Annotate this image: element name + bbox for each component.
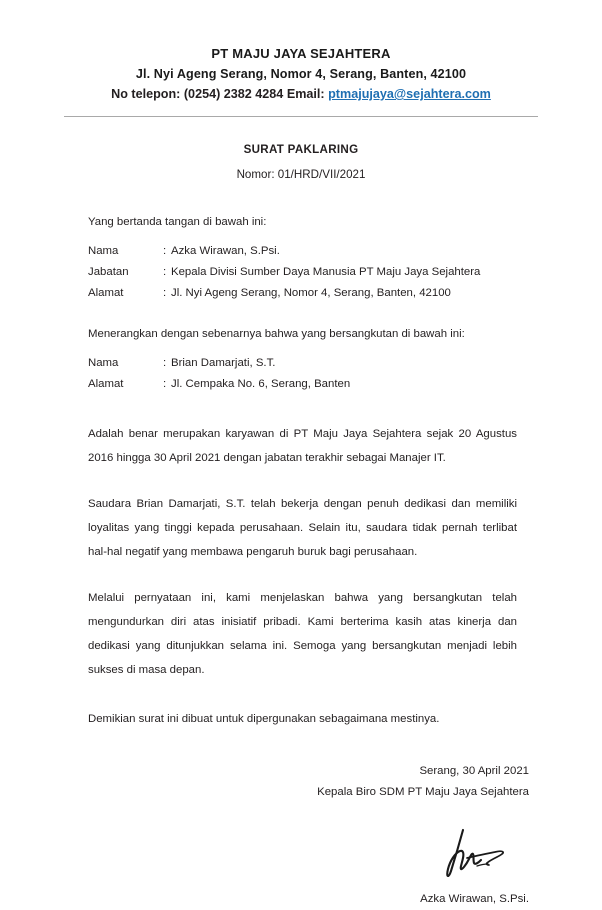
page-title: SURAT PAKLARING <box>243 143 359 156</box>
subject-fields <box>88 353 517 395</box>
company-contact-line <box>0 84 602 104</box>
field-value: Jl. Cempaka No. 6, Serang, Banten <box>171 378 351 390</box>
field-row <box>88 241 517 262</box>
body-paragraph-3: Melalui pernyataan ini, kami menjelaskan bahwa yang bersangkutan telah mengundurkan diri atas inisiatif pribadi. Kami berterima kasih atas kinerja dan dedikasi yang ditunjukkan selama ini. Semoga yang bersangkutan menjadi lebih sukses di masa depan. <box>88 592 517 676</box>
field-value: Brian Damarjati, S.T. <box>171 357 276 369</box>
handwritten-signature-icon <box>433 825 507 881</box>
field-label: Nama <box>88 357 119 369</box>
subject-intro: Menerangkan dengan sebenarnya bahwa yang bersangkutan di bawah ini: <box>88 328 465 340</box>
field-separator: : <box>163 245 167 257</box>
field-label: Jabatan <box>88 266 129 278</box>
field-separator: : <box>163 357 167 369</box>
document-number: Nomor: 01/HRD/VII/2021 <box>236 168 366 181</box>
field-row <box>88 374 517 395</box>
signatory-intro: Yang bertanda tangan di bawah ini: <box>88 216 267 228</box>
section-spacer <box>88 304 517 325</box>
field-value: Azka Wirawan, S.Psi. <box>171 245 280 257</box>
email-label: Email: <box>286 87 325 101</box>
signatory-fields <box>88 241 517 304</box>
signature-name: Azka Wirawan, S.Psi. <box>420 893 529 905</box>
signature-role: Kepala Biro SDM PT Maju Jaya Sejahtera <box>317 786 529 798</box>
signature-mark-wrapper <box>0 825 529 883</box>
signature-place-date: Serang, 30 April 2021 <box>419 765 529 777</box>
body-paragraph-4: Demikian surat ini dibuat untuk dipergunakan sebagaimana mestinya. <box>88 713 440 725</box>
company-email-link[interactable]: ptmajujaya@sejahtera.com <box>328 87 491 101</box>
letterhead <box>0 0 602 117</box>
document-body <box>88 213 517 731</box>
field-label: Nama <box>88 245 119 257</box>
company-address: Jl. Nyi Ageng Serang, Nomor 4, Serang, Banten, 42100 <box>135 67 467 81</box>
field-row <box>88 262 517 283</box>
field-value: Jl. Nyi Ageng Serang, Nomor 4, Serang, Banten, 42100 <box>171 287 451 299</box>
field-row <box>88 353 517 374</box>
document-title-block <box>0 140 602 184</box>
body-paragraph-2: Saudara Brian Damarjati, S.T. telah bekerja dengan penuh dedikasi dan memiliki loyalitas yang tinggi kepada perusahaan. Selain itu, saudara tidak pernah terlibat hal-hal negatif yang membawa pengaruh buruk bagi perusahaan. <box>88 498 517 558</box>
field-label: Alamat <box>88 378 124 390</box>
body-paragraph-1: Adalah benar merupakan karyawan di PT Maju Jaya Sejahtera sejak 20 Agustus 2016 hingga 30 April 2021 dengan jabatan terakhir sebagai Manajer IT. <box>88 428 517 464</box>
signature-block <box>0 761 529 910</box>
field-value: Kepala Divisi Sumber Daya Manusia PT Maju Jaya Sejahtera <box>171 266 481 278</box>
company-phone: No telepon: (0254) 2382 4284 <box>111 87 284 101</box>
field-label: Alamat <box>88 287 124 299</box>
field-separator: : <box>163 287 167 299</box>
header-divider <box>64 116 538 117</box>
field-row <box>88 283 517 304</box>
field-separator: : <box>163 378 167 390</box>
field-separator: : <box>163 266 167 278</box>
company-name: PT MAJU JAYA SEJAHTERA <box>211 46 391 61</box>
signature-spacer <box>0 803 529 825</box>
